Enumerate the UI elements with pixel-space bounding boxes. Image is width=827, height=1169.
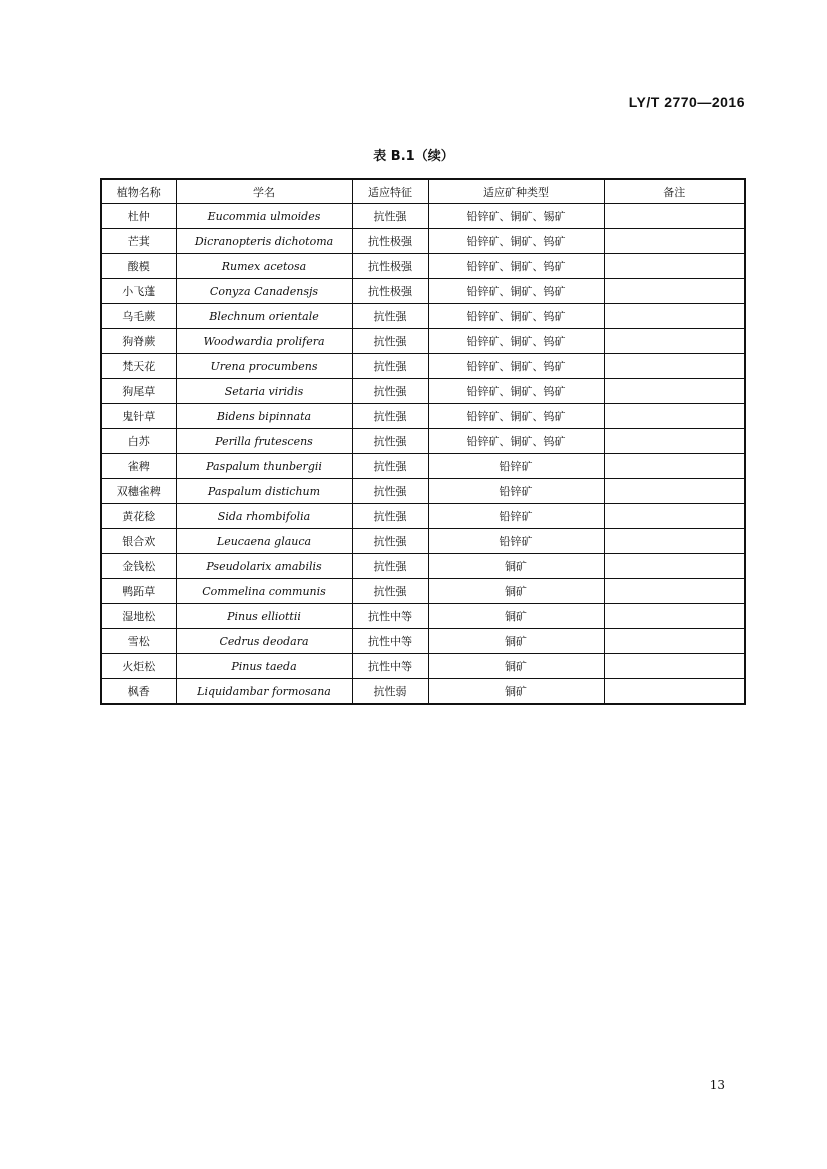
table-row <box>101 604 745 629</box>
remarks-cell <box>604 429 745 454</box>
table-body <box>101 204 745 705</box>
adaptation-cell: 抗性强 <box>352 354 428 379</box>
ore-type-cell: 铜矿 <box>428 654 604 679</box>
scientific-name-cell: Dicranopteris dichotoma <box>176 229 352 254</box>
plant-name-cell: 鸭跖草 <box>101 579 176 604</box>
ore-type-cell: 铜矿 <box>428 629 604 654</box>
plant-name-cell: 黄花稔 <box>101 504 176 529</box>
table-row <box>101 354 745 379</box>
scientific-name-cell: Woodwardia prolifera <box>176 329 352 354</box>
column-header-adaptation: 适应特征 <box>352 179 428 204</box>
remarks-cell <box>604 479 745 504</box>
column-header-ore-type: 适应矿种类型 <box>428 179 604 204</box>
column-header-scientific-name: 学名 <box>176 179 352 204</box>
ore-type-cell: 铜矿 <box>428 579 604 604</box>
ore-type-cell: 铅锌矿、铜矿、钨矿 <box>428 254 604 279</box>
adaptation-cell: 抗性强 <box>352 479 428 504</box>
ore-type-cell: 铅锌矿 <box>428 454 604 479</box>
remarks-cell <box>604 629 745 654</box>
ore-type-cell: 铅锌矿、铜矿、钨矿 <box>428 379 604 404</box>
plant-name-cell: 梵天花 <box>101 354 176 379</box>
table-row <box>101 454 745 479</box>
adaptation-cell: 抗性强 <box>352 204 428 229</box>
table-row <box>101 579 745 604</box>
plant-name-cell: 狗尾草 <box>101 379 176 404</box>
scientific-name-cell: Liquidambar formosana <box>176 679 352 705</box>
adaptation-cell: 抗性强 <box>352 379 428 404</box>
adaptation-cell: 抗性弱 <box>352 679 428 705</box>
table-row <box>101 204 745 229</box>
table-row <box>101 529 745 554</box>
scientific-name-cell: Commelina communis <box>176 579 352 604</box>
plant-name-cell: 芒萁 <box>101 229 176 254</box>
table-row <box>101 504 745 529</box>
scientific-name-cell: Bidens bipinnata <box>176 404 352 429</box>
column-header-plant-name: 植物名称 <box>101 179 176 204</box>
scientific-name-cell: Pinus elliottii <box>176 604 352 629</box>
table-row <box>101 679 745 705</box>
ore-type-cell: 铅锌矿、铜矿、钨矿 <box>428 329 604 354</box>
adaptation-cell: 抗性中等 <box>352 654 428 679</box>
adaptation-cell: 抗性强 <box>352 454 428 479</box>
adaptation-cell: 抗性强 <box>352 429 428 454</box>
ore-type-cell: 铅锌矿、铜矿、钨矿 <box>428 404 604 429</box>
ore-type-cell: 铅锌矿、铜矿、锡矿 <box>428 204 604 229</box>
scientific-name-cell: Setaria viridis <box>176 379 352 404</box>
plant-name-cell: 湿地松 <box>101 604 176 629</box>
ore-type-cell: 铅锌矿 <box>428 504 604 529</box>
table-row <box>101 404 745 429</box>
column-header-remarks: 备注 <box>604 179 745 204</box>
remarks-cell <box>604 654 745 679</box>
table-row <box>101 479 745 504</box>
ore-type-cell: 铅锌矿、铜矿、钨矿 <box>428 354 604 379</box>
remarks-cell <box>604 329 745 354</box>
scientific-name-cell: Paspalum distichum <box>176 479 352 504</box>
table-row <box>101 279 745 304</box>
remarks-cell <box>604 679 745 705</box>
page-number: 13 <box>709 1078 725 1092</box>
scientific-name-cell: Blechnum orientale <box>176 304 352 329</box>
adaptation-cell: 抗性强 <box>352 304 428 329</box>
plant-name-cell: 酸模 <box>101 254 176 279</box>
remarks-cell <box>604 279 745 304</box>
adaptation-cell: 抗性中等 <box>352 604 428 629</box>
remarks-cell <box>604 579 745 604</box>
ore-type-cell: 铅锌矿、铜矿、钨矿 <box>428 279 604 304</box>
adaptation-cell: 抗性中等 <box>352 629 428 654</box>
table-row <box>101 304 745 329</box>
ore-type-cell: 铅锌矿、铜矿、钨矿 <box>428 304 604 329</box>
plant-table <box>100 178 746 705</box>
table-row <box>101 429 745 454</box>
ore-type-cell: 铅锌矿、铜矿、钨矿 <box>428 429 604 454</box>
table-row <box>101 629 745 654</box>
adaptation-cell: 抗性极强 <box>352 254 428 279</box>
plant-name-cell: 金钱松 <box>101 554 176 579</box>
table-row <box>101 654 745 679</box>
remarks-cell <box>604 204 745 229</box>
scientific-name-cell: Pseudolarix amabilis <box>176 554 352 579</box>
standard-code: LY/T 2770—2016 <box>628 94 745 110</box>
adaptation-cell: 抗性强 <box>352 504 428 529</box>
scientific-name-cell: Perilla frutescens <box>176 429 352 454</box>
plant-name-cell: 枫香 <box>101 679 176 705</box>
table-row <box>101 379 745 404</box>
scientific-name-cell: Leucaena glauca <box>176 529 352 554</box>
plant-name-cell: 乌毛蕨 <box>101 304 176 329</box>
table-row <box>101 329 745 354</box>
scientific-name-cell: Cedrus deodara <box>176 629 352 654</box>
remarks-cell <box>604 529 745 554</box>
ore-type-cell: 铅锌矿 <box>428 479 604 504</box>
ore-type-cell: 铜矿 <box>428 679 604 705</box>
plant-name-cell: 小飞蓬 <box>101 279 176 304</box>
ore-type-cell: 铅锌矿、铜矿、钨矿 <box>428 229 604 254</box>
scientific-name-cell: Paspalum thunbergii <box>176 454 352 479</box>
ore-type-cell: 铜矿 <box>428 554 604 579</box>
plant-name-cell: 鬼针草 <box>101 404 176 429</box>
remarks-cell <box>604 504 745 529</box>
remarks-cell <box>604 254 745 279</box>
table-caption: 表 B.1（续） <box>373 149 454 164</box>
adaptation-cell: 抗性极强 <box>352 279 428 304</box>
scientific-name-cell: Eucommia ulmoides <box>176 204 352 229</box>
ore-type-cell: 铅锌矿 <box>428 529 604 554</box>
scientific-name-cell: Urena procumbens <box>176 354 352 379</box>
adaptation-cell: 抗性强 <box>352 554 428 579</box>
remarks-cell <box>604 554 745 579</box>
plant-name-cell: 双穗雀稗 <box>101 479 176 504</box>
plant-name-cell: 杜仲 <box>101 204 176 229</box>
plant-name-cell: 狗脊蕨 <box>101 329 176 354</box>
adaptation-cell: 抗性强 <box>352 404 428 429</box>
plant-name-cell: 雀稗 <box>101 454 176 479</box>
plant-name-cell: 火炬松 <box>101 654 176 679</box>
table-row <box>101 254 745 279</box>
scientific-name-cell: Pinus taeda <box>176 654 352 679</box>
table-row <box>101 229 745 254</box>
remarks-cell <box>604 604 745 629</box>
table-row <box>101 554 745 579</box>
adaptation-cell: 抗性极强 <box>352 229 428 254</box>
scientific-name-cell: Conyza Canadensjs <box>176 279 352 304</box>
scientific-name-cell: Sida rhombifolia <box>176 504 352 529</box>
adaptation-cell: 抗性强 <box>352 329 428 354</box>
table-header-row <box>101 179 745 204</box>
adaptation-cell: 抗性强 <box>352 579 428 604</box>
remarks-cell <box>604 454 745 479</box>
remarks-cell <box>604 229 745 254</box>
plant-name-cell: 白苏 <box>101 429 176 454</box>
ore-type-cell: 铜矿 <box>428 604 604 629</box>
plant-name-cell: 雪松 <box>101 629 176 654</box>
remarks-cell <box>604 304 745 329</box>
adaptation-cell: 抗性强 <box>352 529 428 554</box>
remarks-cell <box>604 354 745 379</box>
scientific-name-cell: Rumex acetosa <box>176 254 352 279</box>
plant-name-cell: 银合欢 <box>101 529 176 554</box>
remarks-cell <box>604 379 745 404</box>
remarks-cell <box>604 404 745 429</box>
